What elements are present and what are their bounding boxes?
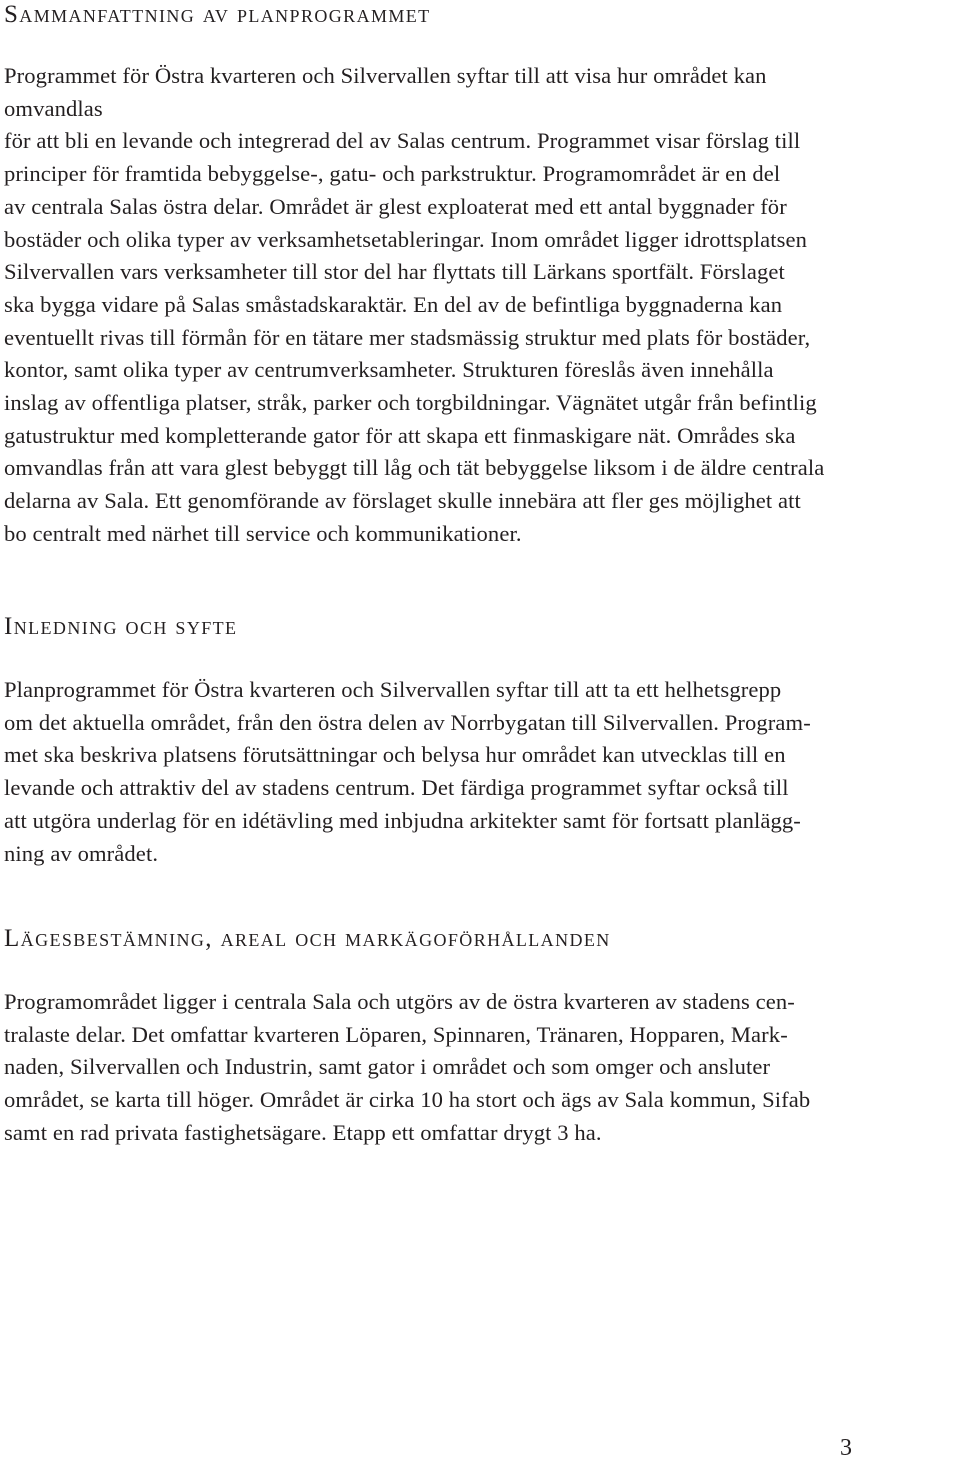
section-heading: Lägesbestämning, areal och markägoförhållanden [4,925,611,952]
section-summary [4,0,934,551]
section-body [4,674,934,870]
text-line: delarna av Sala. Ett genomförande av förslaget skulle innebära att fler ges möjlighet att [4,488,801,514]
section-body [4,60,934,551]
text-line: ning av området. [4,840,159,866]
text-line: Programområdet ligger i centrala Sala och utgörs av de östra kvarteren av stadens cen- [4,989,795,1014]
text-line: bo centralt med närhet till service och kommunikationer. [4,520,522,546]
text-line: principer för framtida bebyggelse-, gatu- och parkstruktur. Programområdet är en del [4,161,781,187]
text-line: Planprogrammet för Östra kvarteren och Silvervallen syftar till att ta ett helhetsgrepp [4,677,782,702]
text-line: tralaste delar. Det omfattar kvarteren Löparen, Spinnaren, Tränaren, Hopparen, Mark- [4,1021,788,1047]
text-line: inslag av offentliga platser, stråk, parker och torgbildningar. Vägnätet utgår från befintlig [4,390,817,416]
text-line: eventuellt rivas till förmån för en tätare mer stadsmässig struktur med plats för bostäder, [4,324,811,350]
page-number: 3 [840,1435,852,1461]
text-line: gatustruktur med kompletterande gator för att skapa ett finmaskigare nät. Områdes ska [4,422,796,448]
text-line: ska bygga vidare på Salas småstadskaraktär. En del av de befintliga byggnaderna kan [4,291,783,317]
text-line: naden, Silvervallen och Industrin, samt gator i området och som omger och ansluter [4,1054,771,1080]
section-location [4,924,934,1150]
text-line: met ska beskriva platsens förutsättningar och belysa hur området kan utvecklas till en [4,742,786,768]
text-line: omvandlas från att vara glest bebyggt till låg och tät bebyggelse liksom i de äldre centrala [4,455,825,481]
text-line: Silvervallen vars verksamheter till stor del har flyttats till Lärkans sportfält. Förslaget [4,259,785,285]
section-body [4,986,934,1150]
section-introduction [4,612,934,870]
text-line: området, se karta till höger. Området är cirka 10 ha stort och ägs av Sala kommun, Sifab [4,1087,811,1113]
text-line: samt en rad privata fastighetsägare. Etapp ett omfattar drygt 3 ha. [4,1119,602,1145]
text-line: om det aktuella området, från den östra delen av Norrbygatan till Silvervallen. Program- [4,709,811,735]
section-heading: Sammanfattning av planprogrammet [4,1,431,28]
text-line: för att bli en levande och integrerad del av Salas centrum. Programmet visar förslag till [4,128,801,154]
text-line: bostäder och olika typer av verksamhetsetableringar. Inom området ligger idrottsplatsen [4,226,807,252]
text-line: levande och attraktiv del av stadens centrum. Det färdiga programmet syftar också till [4,775,789,801]
text-line: Programmet för Östra kvarteren och Silvervallen syftar till att visa hur området kan [4,63,767,88]
text-line: av centrala Salas östra delar. Området är glest exploaterat med ett antal byggnader för [4,193,787,219]
text-line: omvandlas [4,95,103,121]
section-heading: Inledning och syfte [4,613,238,640]
text-line: att utgöra underlag för en idétävling med inbjudna arkitekter samt för fortsatt planlägg- [4,807,801,833]
text-line: kontor, samt olika typer av centrumverksamheter. Strukturen föreslås även innehålla [4,357,774,383]
